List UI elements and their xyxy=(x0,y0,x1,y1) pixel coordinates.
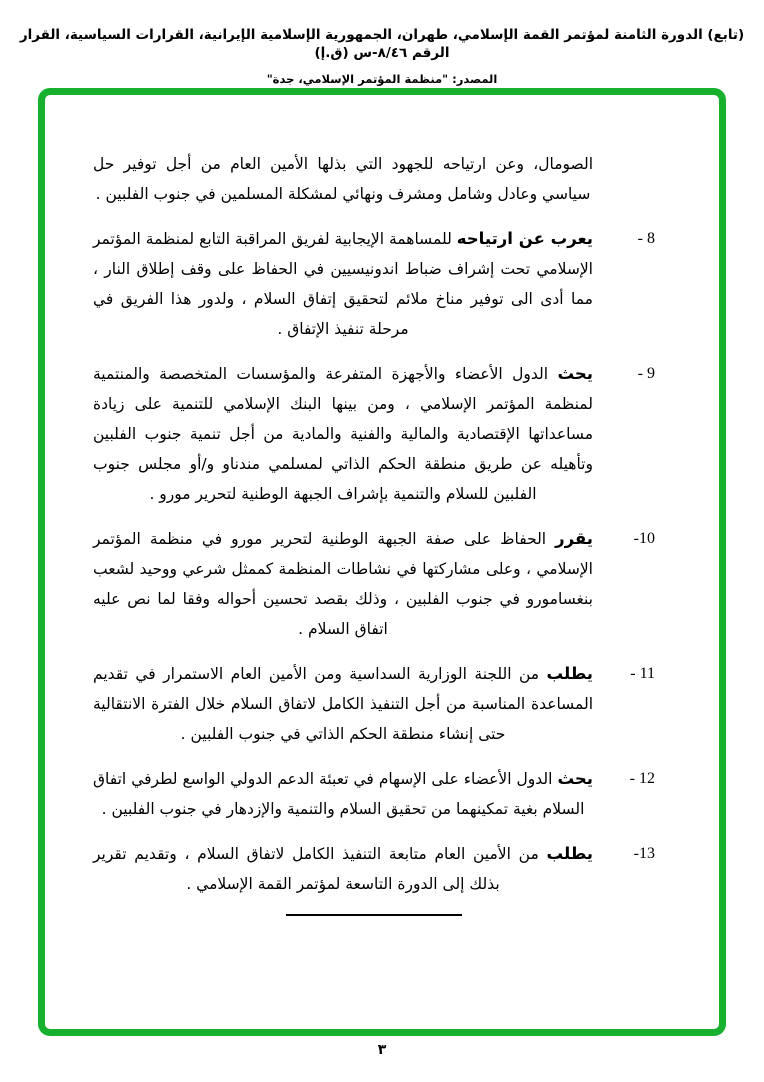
page-number: ٣ xyxy=(377,1042,387,1058)
item-lead-word: يحث xyxy=(557,364,593,383)
item-lead-word: يطلب xyxy=(546,664,593,683)
item-text xyxy=(93,524,593,644)
continuation-paragraph: الصومال، وعن ارتياحه للجهود التي بذلها الأمين العام من أجل توفير حل سياسي وعادل وشامل ومشرف ونهائي لمشكلة المسلمين في جنوب الفلبين . xyxy=(93,155,593,203)
item-lead-word: يحث xyxy=(557,769,593,788)
item-number: 10- xyxy=(633,530,655,547)
item-lead-word: يعرب عن ارتياحه xyxy=(456,229,593,248)
resolution-item-8 xyxy=(93,224,655,344)
green-annotation-frame xyxy=(38,88,726,1036)
item-number: 13- xyxy=(633,845,655,862)
item-number: 12 - xyxy=(629,770,655,787)
item-number: 8 - xyxy=(637,230,655,247)
resolution-item-12 xyxy=(93,764,655,824)
resolution-body xyxy=(45,95,719,916)
item-number: 9 - xyxy=(637,365,655,382)
separator-rule xyxy=(286,914,462,916)
resolution-item-10 xyxy=(93,524,655,644)
item-number: 11 - xyxy=(630,665,655,682)
document-header xyxy=(0,26,764,87)
item-lead-word: يقرر xyxy=(555,529,593,548)
item-body-text: الحفاظ على صفة الجبهة الوطنية لتحرير مورو في منظمة المؤتمر الإسلامي ، وعلى مشاركتها في نشاطات المنظمة كممثل شرعي ووحيد لشعب بنغسامورو في جنوب الفلبين ، وذلك بقصد تحسين أحواله وفقا لما نص عليه اتفاق السلام . xyxy=(93,530,593,638)
item-body-text: من اللجنة الوزارية السداسية ومن الأمين العام الاستمرار في تقديم المساعدة المناسبة من أجل التنفيذ الكامل لاتفاق السلام خلال الفترة الانتقالية حتى إنشاء منطقة الحكم الذاتي في جنوب الفلبين . xyxy=(93,665,593,743)
resolution-item-13 xyxy=(93,839,655,899)
resolution-item-11 xyxy=(93,659,655,749)
item-body-text: من الأمين العام متابعة التنفيذ الكامل لاتفاق السلام ، وتقديم تقرير بذلك إلى الدورة التاسعة لمؤتمر القمة الإسلامي . xyxy=(93,845,539,893)
item-lead-word: يطلب xyxy=(546,844,593,863)
item-text xyxy=(93,764,593,824)
resolution-item-9 xyxy=(93,359,655,509)
item-text xyxy=(93,659,593,749)
item-text xyxy=(93,839,593,899)
item-text xyxy=(93,359,593,509)
item-body-text: الدول الأعضاء على الإسهام في تعبئة الدعم الدولي الواسع لطرفي اتفاق السلام بغية تمكينهما من تحقيق السلام والتنمية والإزدهار في جنوب الفلبين . xyxy=(93,770,585,818)
header-title-line: (تابع) الدورة الثامنة لمؤتمر القمة الإسلامي، طهران، الجمهورية الإسلامية الإيرانية، القرارات السياسية، القرار الرقم ٨/٤٦-س (ق.إ) xyxy=(19,27,745,61)
header-source-line: المصدر: "منظمة المؤتمر الإسلامي، جدة" xyxy=(266,72,498,86)
item-text xyxy=(93,224,593,344)
item-body-text: للمساهمة الإيجابية لفريق المراقبة التابع لمنظمة المؤتمر الإسلامي تحت إشراف ضباط اندونيسيين في الحفاظ على وقف إطلاق النار ، مما أدى الى توفير مناخ ملائم لتحقيق إتفاق السلام ، ولدور هذا الفريق في مرحلة تنفيذ الإتفاق . xyxy=(93,230,593,338)
item-body-text: الدول الأعضاء والأجهزة المتفرعة والمؤسسات المتخصصة والمنتمية لمنظمة المؤتمر الإسلامي ، ومن بينها البنك الإسلامي للتنمية على زيادة مساعداتها الإقتصادية والمالية والفنية والمادية من أجل تنمية جنوب الفلبين وتأهيله عن طريق منطقة الحكم الذاتي لمسلمي مندناو و/أو مجلس جنوب الفلبين للسلام والتنمية بإشراف الجبهة الوطنية لتحرير مورو . xyxy=(93,365,593,503)
